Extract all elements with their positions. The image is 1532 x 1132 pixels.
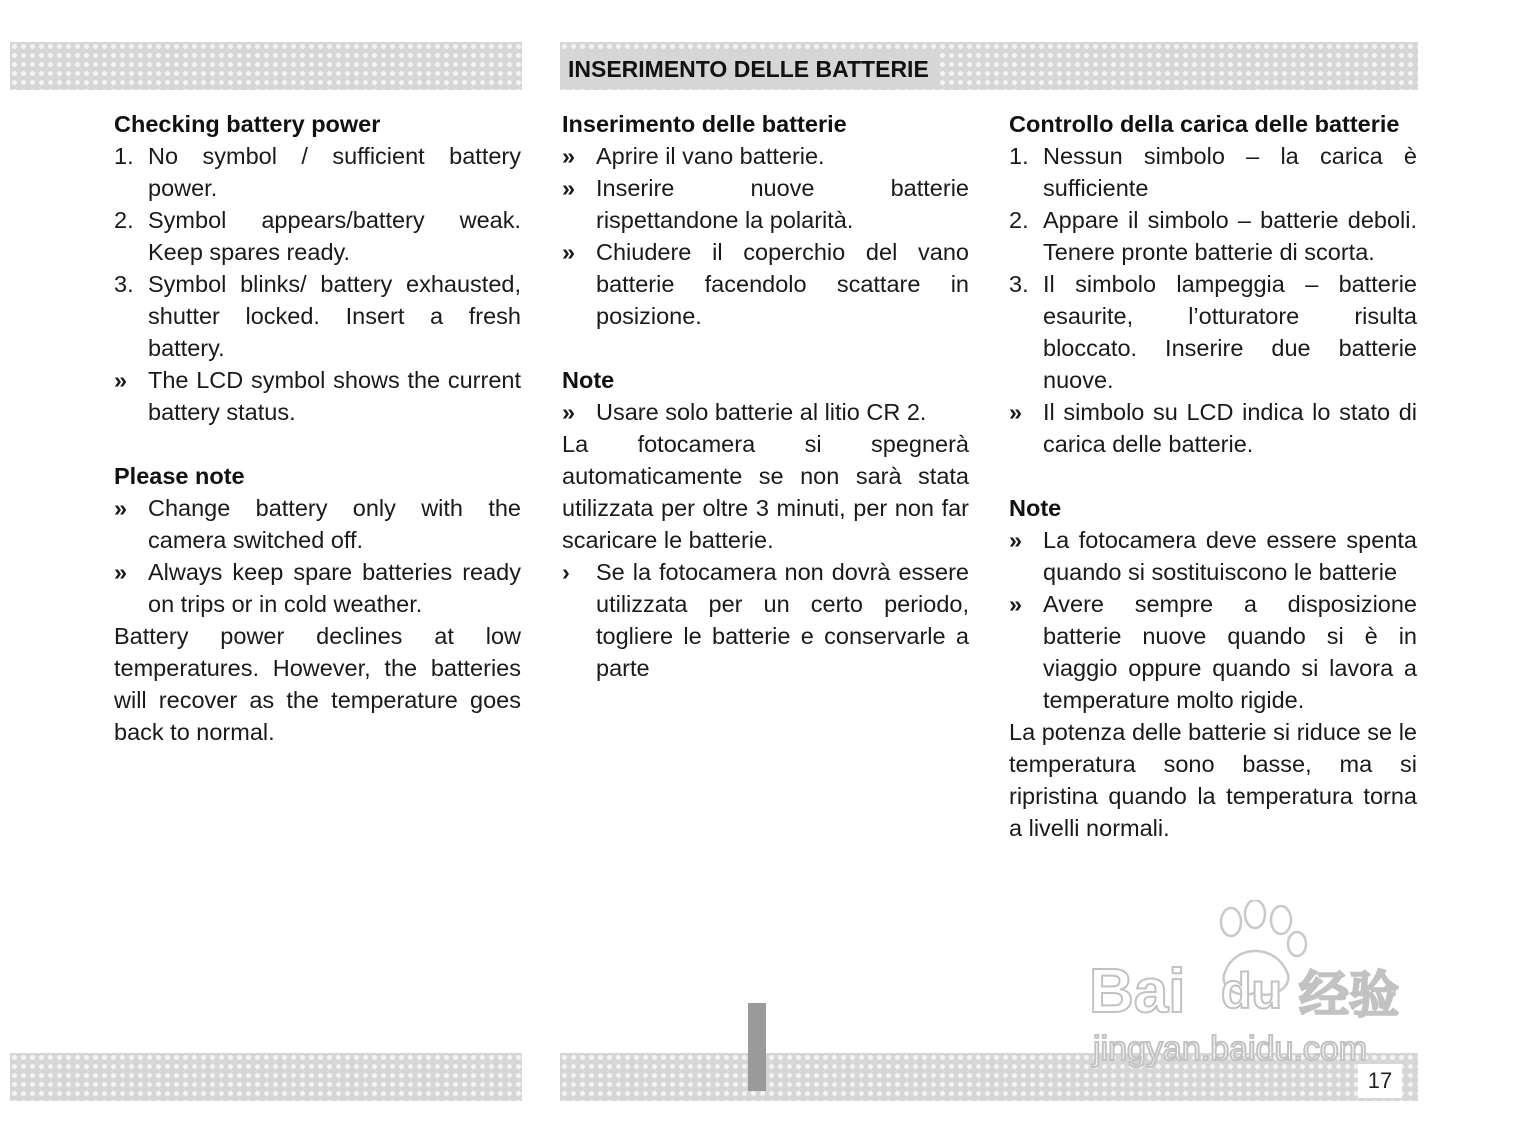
list-item	[1009, 268, 1417, 396]
note-paragraph: La fotocamera si spegnerà automaticamente se non sarà stata utilizzata per oltre 3 minuti, per non far scaricare le batterie.	[562, 431, 969, 553]
chevron-bullet-icon: »	[114, 367, 128, 393]
svg-text:du: du	[1221, 963, 1283, 1019]
note-list	[562, 396, 969, 428]
svg-text:jingyan.baidu.com: jingyan.baidu.com	[1093, 1030, 1368, 1068]
list-item-text: Il simbolo su LCD indica lo stato di carica delle batterie.	[1043, 399, 1417, 457]
column-italian-check	[1009, 108, 1417, 844]
list-item	[1009, 140, 1417, 204]
list-item-text: Appare il simbolo – batterie deboli. Tenere pronte batterie di scorta.	[1043, 207, 1417, 265]
svg-text:经验: 经验	[1299, 967, 1399, 1023]
note-list	[1009, 524, 1417, 716]
list-item-text: Symbol appears/battery weak. Keep spares ready.	[148, 207, 521, 265]
list-item-text: Avere sempre a disposizione batterie nuove quando si è in viaggio oppure quando si lavora a temperature molto rigide.	[1043, 591, 1417, 713]
list-marker: 1.	[114, 143, 134, 169]
column-italian-insert	[562, 108, 969, 684]
chevron-bullet-icon: »	[114, 559, 128, 585]
svg-text:Bai: Bai	[1089, 957, 1186, 1026]
column-english	[114, 108, 521, 748]
please-note-title: Please note	[114, 463, 245, 489]
note-title: Note	[562, 367, 615, 393]
list-item	[114, 204, 521, 268]
note-title: Note	[1009, 495, 1062, 521]
check-charge-list	[1009, 140, 1417, 460]
list-item-text: Usare solo batterie al litio CR 2.	[596, 399, 927, 425]
baidu-watermark-logo	[1085, 900, 1445, 1070]
note-paragraph: Battery power declines at low temperatures. However, the batteries will recover as the temperature goes back to normal.	[114, 623, 521, 745]
list-item-text: Chiudere il coperchio del vano batterie facendolo scattare in posizione.	[596, 239, 969, 329]
checking-battery-title: Checking battery power	[114, 111, 381, 137]
chevron-bullet-icon: »	[562, 399, 576, 425]
list-item-text: Aprire il vano batterie.	[596, 143, 825, 169]
bottom-left-dotted-band	[10, 1053, 522, 1101]
insert-batteries-title: Inserimento delle batterie	[562, 111, 847, 137]
list-item	[1009, 524, 1417, 588]
list-marker: 3.	[1009, 271, 1029, 297]
list-item-text: Inserire nuove batterie rispettandone la polarità.	[596, 175, 969, 233]
list-item	[562, 396, 969, 428]
checking-battery-list	[114, 140, 521, 428]
list-item	[114, 364, 521, 428]
list-marker: 1.	[1009, 143, 1029, 169]
chevron-bullet-icon: »	[562, 175, 576, 201]
vertical-marker-bar	[748, 1003, 766, 1091]
section-header: INSERIMENTO DELLE BATTERIE	[560, 50, 937, 88]
chevron-bullet-icon: »	[562, 239, 576, 265]
list-item	[562, 172, 969, 236]
single-chevron-bullet-icon: ›	[562, 559, 570, 585]
list-item-text: No symbol / sufficient battery power.	[148, 143, 521, 201]
list-item	[562, 556, 969, 684]
insert-steps-list	[562, 140, 969, 332]
list-item	[1009, 204, 1417, 268]
list-item-text: Se la fotocamera non dovrà essere utilizzata per un certo periodo, togliere le batterie e conservarle a parte	[596, 559, 969, 681]
list-item-text: La fotocamera deve essere spenta quando si sostituiscono le batterie	[1043, 527, 1417, 585]
check-charge-title: Controllo della carica delle batterie	[1009, 111, 1400, 137]
list-item-text: The LCD symbol shows the current battery status.	[148, 367, 521, 425]
list-item	[1009, 396, 1417, 460]
list-item	[1009, 588, 1417, 716]
please-note-list	[114, 492, 521, 620]
list-item	[562, 236, 969, 332]
list-item	[114, 268, 521, 364]
chevron-bullet-icon: »	[1009, 527, 1023, 553]
extra-note-list	[562, 556, 969, 684]
list-item-text: Symbol blinks/ battery exhausted, shutter locked. Insert a fresh battery.	[148, 271, 521, 361]
list-item-text: Il simbolo lampeggia – batterie esaurite, l’otturatore risulta bloccato. Inserire due batterie nuove.	[1043, 271, 1417, 393]
list-item-text: Nessun simbolo – la carica è sufficiente	[1043, 143, 1417, 201]
page-number: 17	[1358, 1064, 1402, 1098]
list-item	[114, 140, 521, 204]
list-marker: 2.	[114, 207, 134, 233]
chevron-bullet-icon: »	[114, 495, 128, 521]
list-item	[114, 492, 521, 556]
chevron-bullet-icon: »	[562, 143, 576, 169]
list-item	[114, 556, 521, 620]
list-item	[562, 140, 969, 172]
list-marker: 2.	[1009, 207, 1029, 233]
list-item-text: Change battery only with the camera switched off.	[148, 495, 521, 553]
list-item-text: Always keep spare batteries ready on trips or in cold weather.	[148, 559, 521, 617]
note-paragraph: La potenza delle batterie si riduce se le temperatura sono basse, ma si ripristina quando la temperatura torna a livelli normali.	[1009, 719, 1417, 841]
chevron-bullet-icon: »	[1009, 591, 1023, 617]
top-left-dotted-band	[10, 42, 522, 90]
list-marker: 3.	[114, 271, 134, 297]
chevron-bullet-icon: »	[1009, 399, 1023, 425]
